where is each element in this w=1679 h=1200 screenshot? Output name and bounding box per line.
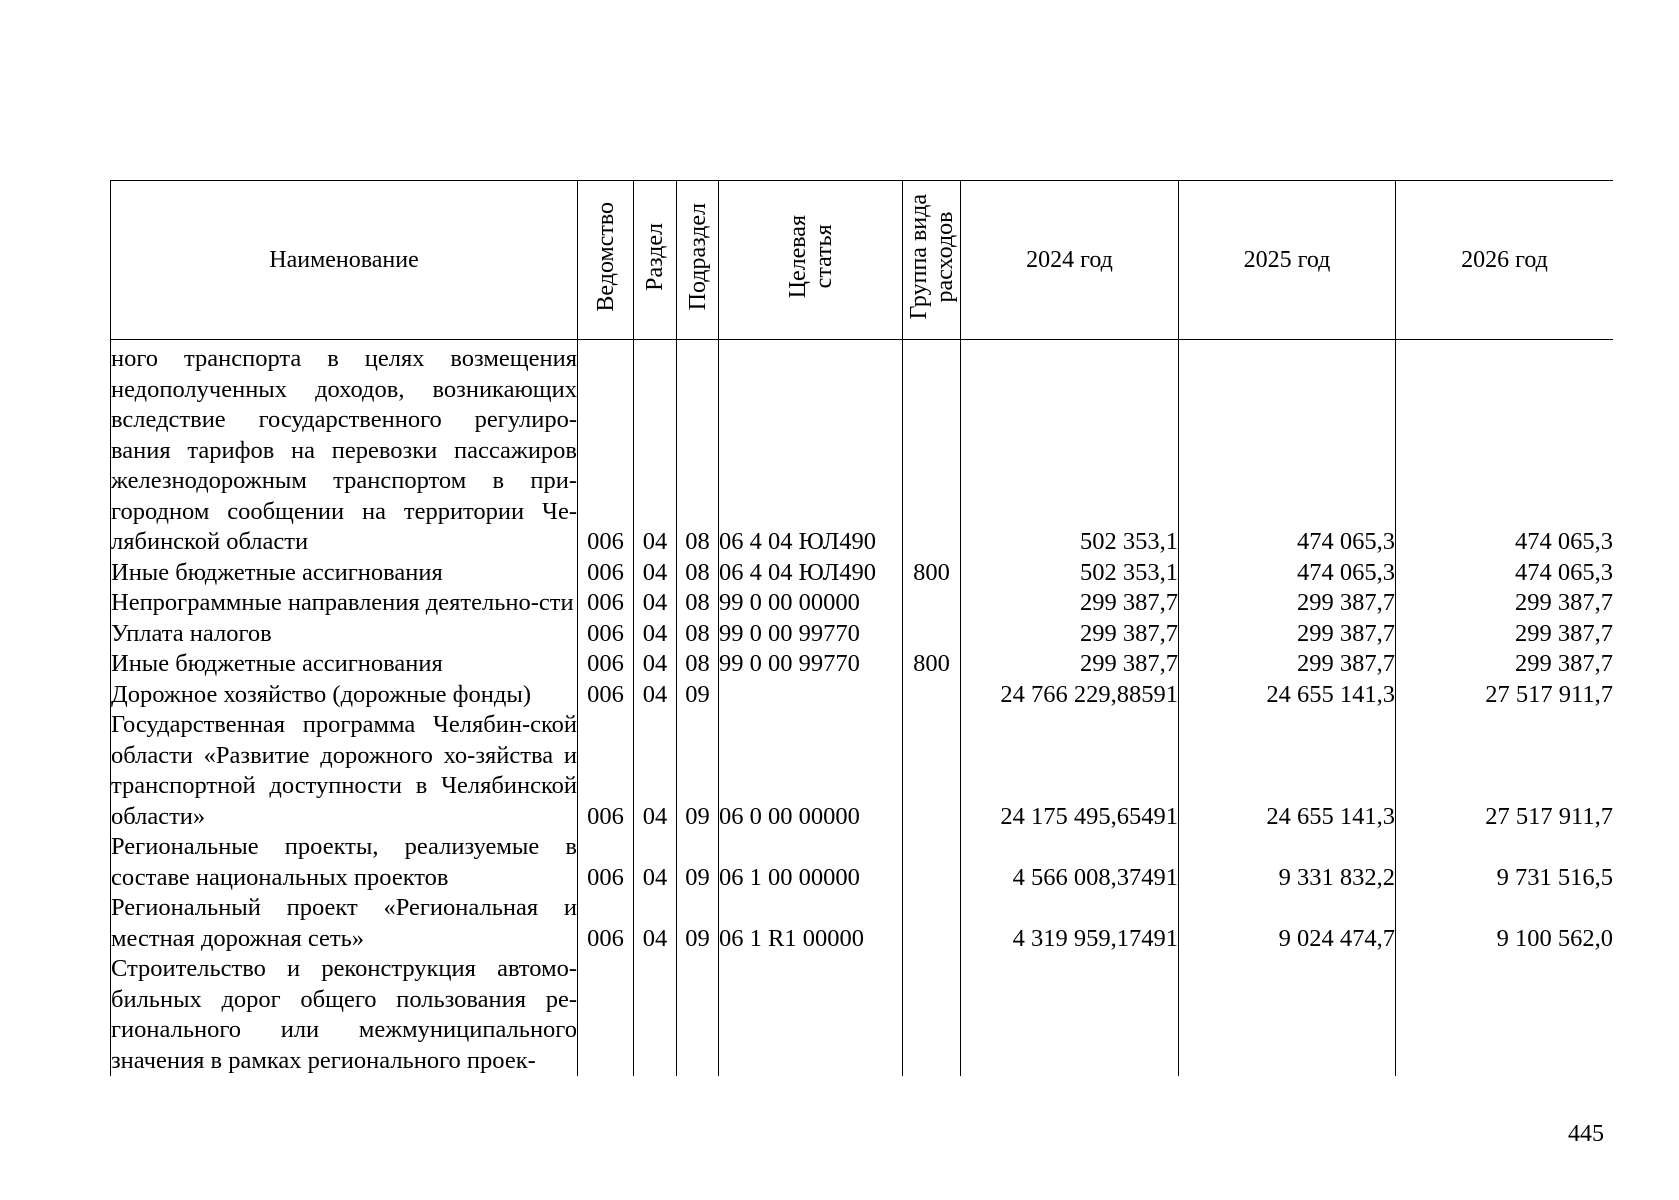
row-subsection: 08 (677, 558, 719, 589)
table-row (111, 558, 1614, 589)
row-section: 04 (634, 558, 677, 589)
budget-table-page (110, 180, 1613, 1100)
header-section: Раздел (634, 181, 677, 340)
header-name: Наименование (111, 181, 578, 340)
row-target-article: 99 0 00 99770 (719, 619, 903, 650)
row-amount-2025: 9 331 832,2 (1179, 832, 1396, 893)
row-target-article: 99 0 00 00000 (719, 588, 903, 619)
row-expense-group (903, 680, 961, 711)
row-name: Региональные проекты, реализуемые в составе национальных проектов (111, 832, 578, 893)
header-target-article: Целевая статья (719, 181, 903, 340)
row-subsection: 09 (677, 893, 719, 954)
row-amount-2024: 4 566 008,37491 (961, 832, 1179, 893)
row-amount-2026: 9 731 516,5 (1396, 832, 1614, 893)
row-department: 006 (578, 588, 634, 619)
row-name: Строительство и реконструкция автомо-бильных дорог общего пользования ре-гионального или межмуниципального значения в рамках регионального проек- (111, 954, 578, 1076)
row-amount-2025: 474 065,3 (1179, 340, 1396, 558)
row-subsection: 09 (677, 680, 719, 711)
row-name: Региональный проект «Региональная и местная дорожная сеть» (111, 893, 578, 954)
row-amount-2024 (961, 954, 1179, 1076)
header-2024: 2024 год (961, 181, 1179, 340)
row-amount-2025: 299 387,7 (1179, 588, 1396, 619)
row-amount-2024: 24 766 229,88591 (961, 680, 1179, 711)
row-amount-2025 (1179, 954, 1396, 1076)
row-target-article: 06 4 04 ЮЛ490 (719, 558, 903, 589)
header-subsection: Подраздел (677, 181, 719, 340)
row-expense-group (903, 619, 961, 650)
row-target-article: 06 1 00 00000 (719, 832, 903, 893)
row-amount-2024: 502 353,1 (961, 340, 1179, 558)
row-subsection: 08 (677, 588, 719, 619)
row-section (634, 954, 677, 1076)
row-name: Государственная программа Челябин-ской области «Развитие дорожного хо-зяйства и транспортной доступности в Челябинской области» (111, 710, 578, 832)
row-amount-2026: 27 517 911,7 (1396, 680, 1614, 711)
row-section: 04 (634, 680, 677, 711)
row-subsection (677, 954, 719, 1076)
row-name: Иные бюджетные ассигнования (111, 558, 578, 589)
page-number: 445 (1568, 1121, 1604, 1147)
row-subsection: 08 (677, 649, 719, 680)
row-department (578, 954, 634, 1076)
row-department: 006 (578, 619, 634, 650)
row-department: 006 (578, 832, 634, 893)
row-amount-2024: 24 175 495,65491 (961, 710, 1179, 832)
row-amount-2025: 474 065,3 (1179, 558, 1396, 589)
table-row (111, 588, 1614, 619)
row-target-article: 06 4 04 ЮЛ490 (719, 340, 903, 558)
table-row (111, 340, 1614, 558)
row-department: 006 (578, 340, 634, 558)
row-name: Дорожное хозяйство (дорожные фонды) (111, 680, 578, 711)
row-section: 04 (634, 893, 677, 954)
row-section: 04 (634, 649, 677, 680)
row-expense-group (903, 710, 961, 832)
row-amount-2026: 9 100 562,0 (1396, 893, 1614, 954)
row-subsection: 08 (677, 340, 719, 558)
row-name: Иные бюджетные ассигнования (111, 649, 578, 680)
row-amount-2026: 474 065,3 (1396, 558, 1614, 589)
table-row (111, 893, 1614, 954)
row-subsection: 08 (677, 619, 719, 650)
row-amount-2024: 299 387,7 (961, 588, 1179, 619)
row-expense-group: 800 (903, 649, 961, 680)
header-2026: 2026 год (1396, 181, 1614, 340)
row-subsection: 09 (677, 710, 719, 832)
row-expense-group (903, 954, 961, 1076)
row-expense-group (903, 832, 961, 893)
row-section: 04 (634, 340, 677, 558)
row-name: Непрограммные направления деятельно-сти (111, 588, 578, 619)
row-department: 006 (578, 649, 634, 680)
row-amount-2024: 502 353,1 (961, 558, 1179, 589)
header-2025: 2025 год (1179, 181, 1396, 340)
row-expense-group (903, 588, 961, 619)
row-amount-2025: 299 387,7 (1179, 649, 1396, 680)
row-subsection: 09 (677, 832, 719, 893)
row-amount-2026: 299 387,7 (1396, 649, 1614, 680)
table-row (111, 619, 1614, 650)
budget-table (110, 180, 1613, 1076)
row-amount-2025: 299 387,7 (1179, 619, 1396, 650)
row-amount-2026: 299 387,7 (1396, 588, 1614, 619)
row-amount-2024: 299 387,7 (961, 619, 1179, 650)
row-amount-2026: 299 387,7 (1396, 619, 1614, 650)
row-amount-2025: 9 024 474,7 (1179, 893, 1396, 954)
row-department: 006 (578, 558, 634, 589)
row-amount-2024: 4 319 959,17491 (961, 893, 1179, 954)
row-target-article (719, 680, 903, 711)
row-name: ного транспорта в целях возмещения недополученных доходов, возникающих вследствие государственного регулиро-вания тарифов на перевозки пассажиров железнодорожным транспортом в при-городном сообщении на территории Че-лябинской области (111, 340, 578, 558)
row-amount-2026: 474 065,3 (1396, 340, 1614, 558)
row-amount-2026: 27 517 911,7 (1396, 710, 1614, 832)
row-target-article: 06 1 R1 00000 (719, 893, 903, 954)
row-expense-group: 800 (903, 558, 961, 589)
row-department: 006 (578, 710, 634, 832)
row-expense-group (903, 340, 961, 558)
table-row (111, 680, 1614, 711)
row-amount-2025: 24 655 141,3 (1179, 680, 1396, 711)
row-expense-group (903, 893, 961, 954)
row-target-article: 99 0 00 99770 (719, 649, 903, 680)
row-section: 04 (634, 832, 677, 893)
row-section: 04 (634, 619, 677, 650)
table-row (111, 954, 1614, 1076)
row-section: 04 (634, 588, 677, 619)
table-row (111, 649, 1614, 680)
table-row (111, 710, 1614, 832)
row-amount-2024: 299 387,7 (961, 649, 1179, 680)
row-target-article (719, 954, 903, 1076)
row-department: 006 (578, 680, 634, 711)
row-amount-2026 (1396, 954, 1614, 1076)
row-amount-2025: 24 655 141,3 (1179, 710, 1396, 832)
table-header-row (111, 181, 1614, 340)
table-row (111, 832, 1614, 893)
table-body (111, 340, 1614, 1077)
row-target-article: 06 0 00 00000 (719, 710, 903, 832)
header-department: Ведомство (578, 181, 634, 340)
row-name: Уплата налогов (111, 619, 578, 650)
row-section: 04 (634, 710, 677, 832)
header-expense-group: Группа вида расходов (903, 181, 961, 340)
row-department: 006 (578, 893, 634, 954)
